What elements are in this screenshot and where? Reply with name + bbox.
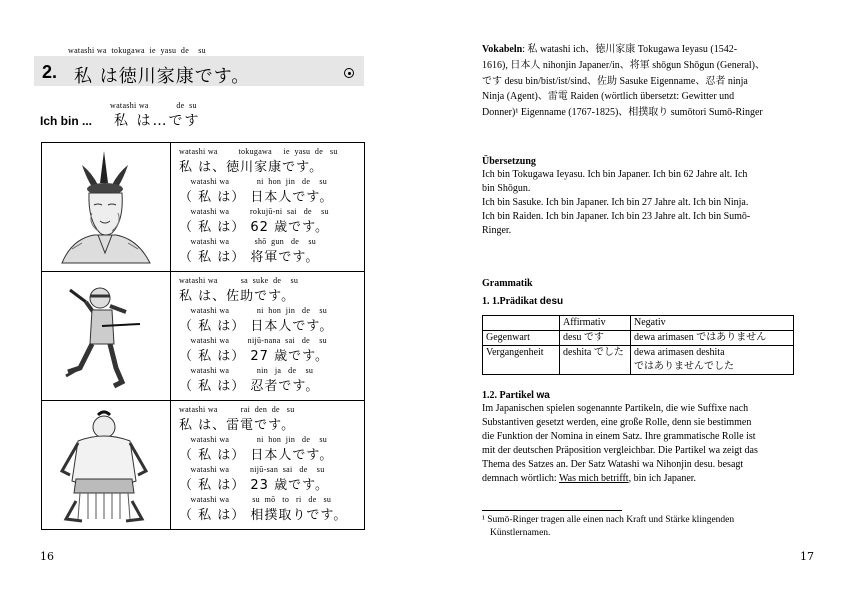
sentence-furigana: watashi wa ni hon jin de su [179, 306, 328, 315]
sentence-furigana: watashi wa ni hon jin de su [179, 177, 328, 186]
partikel-paragraph [482, 402, 812, 486]
partikel-text: demnach wörtlich: [482, 473, 560, 484]
uebersetzung-line: Ich bin Raiden. Ich bin Japaner. Ich bin 23 Jahre alt. Ich bin Sumō- [482, 211, 751, 222]
sentence-furigana: watashi wa su mō to ri de su [179, 495, 332, 504]
uebersetzung-line: bin Shōgun. [482, 183, 531, 194]
partikel-line: Substantiven gesetzt werden, eine große Rolle, denn sie bestimmen [482, 417, 752, 428]
partikel-line [482, 472, 812, 486]
desu-conjugation-table [482, 315, 794, 375]
lesson-title-furigana: watashi wa tokugawa ie yasu de su [68, 46, 206, 55]
sentence-japanese: 私 は、佐助です。 [179, 289, 296, 304]
partikel-line: mit der deutschen Präposition vergleichbar. Die Partikel wa zeigt das [482, 445, 758, 456]
ninja-figure-illustration [42, 272, 170, 400]
sentence-furigana: watashi wa rai den de su [179, 405, 295, 414]
example-sentence-table [41, 142, 365, 530]
panel-sentences-cell [171, 143, 365, 272]
sentence-furigana: watashi wa nijū-san sai de su [179, 465, 325, 474]
page-number-left: 16 [40, 550, 54, 563]
panel-sentences-cell [171, 272, 365, 401]
sentence-japanese: （ 私 は） 日本人です。 [179, 190, 334, 205]
panel-row [42, 401, 365, 530]
vokabeln-line: です desu bin/bist/ist/sind、佐助 Sasuke Eigenname、忍者 ninja [482, 75, 748, 87]
panel-image-cell [42, 143, 171, 272]
sumo-wrestler-illustration [42, 401, 170, 529]
sentence-furigana: watashi wa sa suke de su [179, 276, 299, 285]
sentence-furigana: watashi wa ni hon jin de su [179, 435, 328, 444]
gram-row [483, 331, 794, 346]
vokabeln-block [482, 42, 812, 121]
sentence-japanese: （ 私 は） 相撲取りです。 [179, 508, 348, 523]
sentence-japanese: （ 私 は） 日本人です。 [179, 319, 334, 334]
section-2-word: wa [536, 390, 550, 401]
gram-cell: dewa arimasen ではありません [631, 331, 794, 346]
sentence-japanese: （ 私 は） 62 歳です。 [179, 220, 330, 235]
gram-cell-line: dewa arimasen deshita [634, 347, 725, 358]
sentence-furigana: watashi wa nijū-nana sai de su [179, 336, 327, 345]
vokabeln-line: 1616), 日本人 nihonjin Japaner/in、将軍 shōgun Shōgun (General)、 [482, 59, 766, 71]
section-1-title [482, 294, 563, 310]
footnote-line: Künstlernamen. [490, 528, 551, 538]
sentence-furigana: watashi wa rokujū-ni sai de su [179, 207, 329, 216]
footnote [482, 514, 734, 540]
sentence-japanese: （ 私 は） 27 歳です。 [179, 349, 330, 364]
partikel-underlined: Was mich betrifft [559, 473, 629, 484]
gram-cell: Negativ [631, 316, 794, 331]
panel-row [42, 272, 365, 401]
gram-cell: deshita でした [560, 346, 631, 375]
lesson-title: 私 は徳川家康です。 [74, 66, 251, 87]
vokabeln-line: Donner)¹ Eigenname (1767-1825)、相撲取り sumōtori Sumō-Ringer [482, 107, 763, 119]
gram-cell: Affirmativ [560, 316, 631, 331]
gram-cell-line: ではありませんでした [634, 361, 734, 372]
vokabeln-line: Ninja (Agent)、雷電 Raiden (wörtlich übersetzt: Gewitter und [482, 91, 735, 103]
sentence-japanese: （ 私 は） 23 歳です。 [179, 478, 330, 493]
uebersetzung-line: Ich bin Sasuke. Ich bin Japaner. Ich bin 27 Jahre alt. Ich bin Ninja. [482, 197, 749, 208]
gram-header-row [483, 316, 794, 331]
samurai-portrait-illustration [42, 143, 170, 271]
page-number-right: 17 [800, 550, 814, 563]
panel-image-cell [42, 401, 171, 530]
sentence-furigana: watashi wa tokugawa ie yasu de su [179, 147, 338, 156]
sentence-furigana: watashi wa shō gun de su [179, 237, 317, 246]
audio-cd-icon[interactable] [344, 68, 354, 78]
gram-cell: Vergangenheit [483, 346, 560, 375]
sentence-japanese: 私 は、徳川家康です。 [179, 160, 324, 175]
vokabeln-line: : 私 watashi ich、徳川家康 Tokugawa Ieyasu (1542- [522, 44, 738, 55]
grammatik-title: Grammatik [482, 278, 533, 289]
section-2-title-text: 1.2. Partikel [482, 390, 537, 401]
sentence-japanese: （ 私 は） 忍者です。 [179, 379, 320, 394]
lesson-number: 2. [42, 62, 58, 82]
partikel-line: Thema des Satzes an. Der Satz Watashi wa Nihonjin desu. besagt [482, 459, 744, 470]
uebersetzung-title: Übersetzung [482, 156, 536, 167]
gram-cell [483, 316, 560, 331]
gram-cell: Gegenwart [483, 331, 560, 346]
footnote-separator [482, 510, 622, 511]
section-1-title-text: 1. 1.Prädikat [482, 296, 540, 307]
ichbin-furigana: watashi wa de su [110, 101, 197, 110]
panel-sentences-cell [171, 401, 365, 530]
uebersetzung-line: Ringer. [482, 225, 512, 236]
partikel-text: , bin ich Japaner. [628, 473, 697, 484]
gram-cell [631, 346, 794, 375]
gram-row [483, 346, 794, 375]
sentence-japanese: （ 私 は） 将軍です。 [179, 250, 320, 265]
vokabeln-label: Vokabeln [482, 44, 523, 55]
uebersetzung-line: Ich bin Tokugawa Ieyasu. Ich bin Japaner. Ich bin 62 Jahre alt. Ich [482, 169, 748, 180]
panel-row [42, 143, 365, 272]
footnote-line: ¹ Sumō-Ringer tragen alle einen nach Kraft und Stärke klingenden [482, 515, 735, 525]
gram-cell: desu です [560, 331, 631, 346]
panel-image-cell [42, 272, 171, 401]
sentence-japanese: 私 は、雷電です。 [179, 418, 296, 433]
uebersetzung-block [482, 168, 812, 238]
sentence-furigana: watashi wa nin ja de su [179, 366, 314, 375]
section-1-word: desu [539, 296, 564, 307]
sentence-japanese: （ 私 は） 日本人です。 [179, 448, 334, 463]
ichbin-japanese: 私 は…です [114, 113, 201, 129]
ichbin-label: Ich bin ... [40, 114, 93, 128]
partikel-line: Im Japanischen spielen sogenannte Partikeln, die wie Suffixe nach [482, 403, 749, 414]
partikel-line: die Funktion der Nomina in einem Satz. Ihre grammatische Rolle ist [482, 431, 756, 442]
